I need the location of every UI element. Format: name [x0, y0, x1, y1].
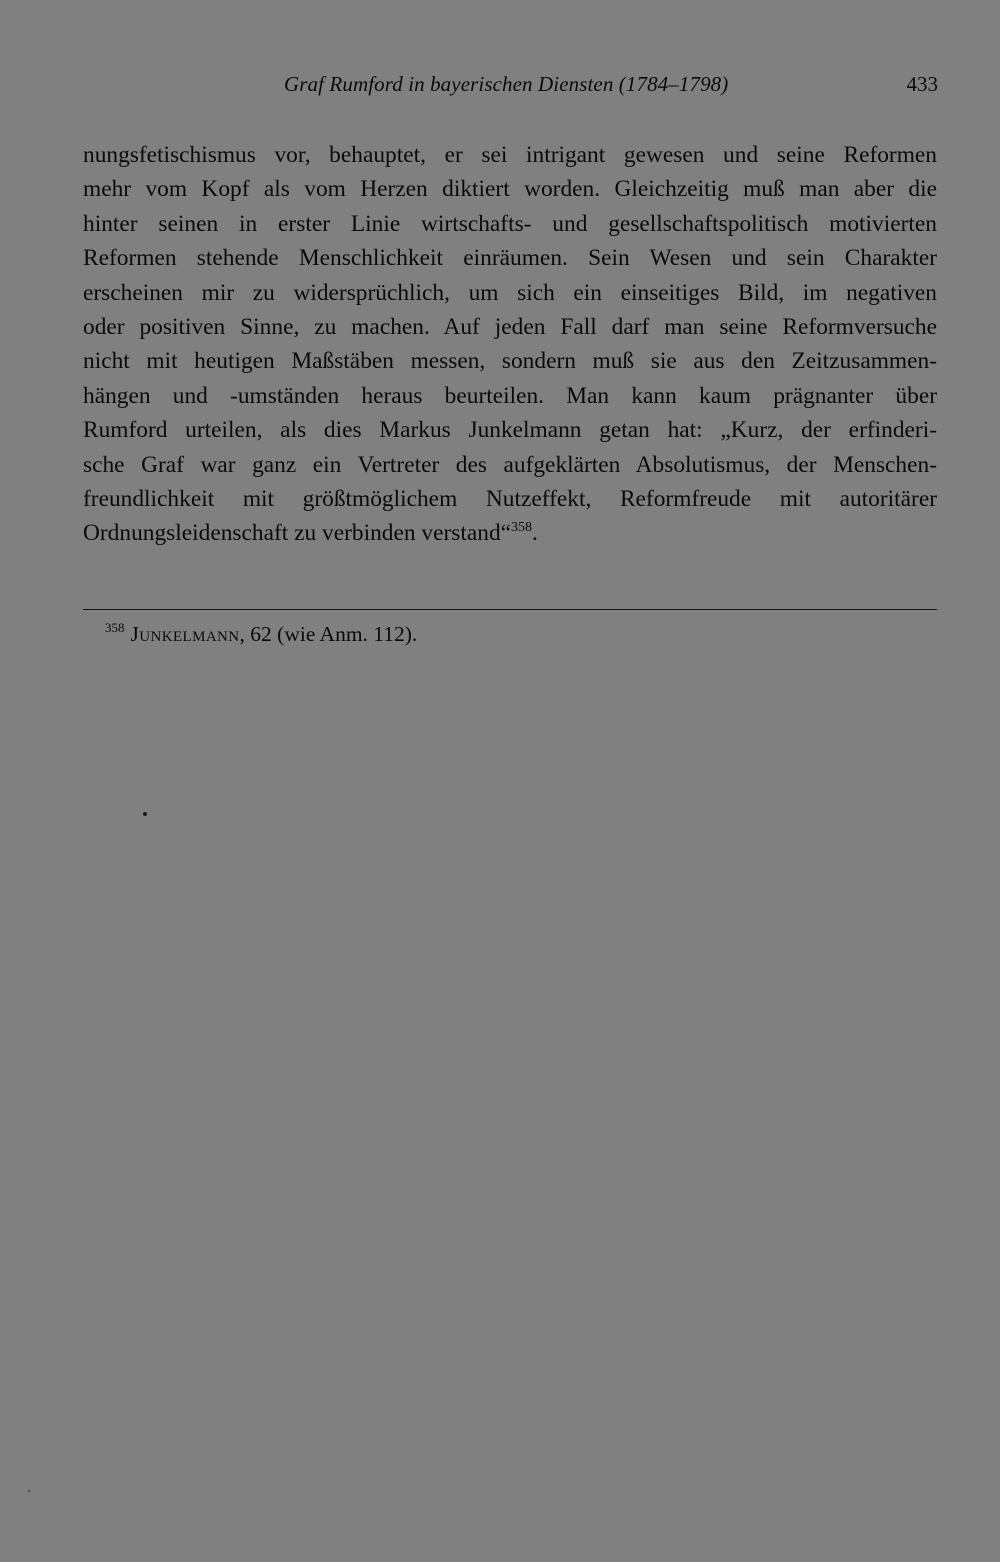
text-line: erscheinen mir zu widersprüchlich, um sich ein einseitiges Bild, im negativen	[83, 279, 937, 306]
footnote-author: Junkelmann	[130, 622, 240, 646]
footnote	[105, 622, 417, 647]
text-line: hängen und -umständen heraus beurteilen. Man kann kaum prägnanter über	[83, 382, 937, 409]
scan-speck	[143, 812, 147, 816]
text-line: hinter seinen in erster Linie wirtschafts- und gesellschaftspolitisch motivierten	[83, 210, 937, 237]
scan-speck	[28, 1490, 30, 1492]
text-line: Rumford urteilen, als dies Markus Junkelmann getan hat: „Kurz, der erfinderi-	[83, 417, 937, 444]
text-line: sche Graf war ganz ein Vertreter des aufgeklärten Absolutismus, der Menschen-	[83, 451, 937, 478]
text-line: nicht mit heutigen Maßstäben messen, sondern muß sie aus den Zeitzusammen-	[83, 348, 937, 375]
body-paragraph	[83, 138, 937, 551]
text-line: oder positiven Sinne, zu machen. Auf jeden Fall darf man seine Reformversuche	[83, 313, 937, 340]
footnote-text: , 62 (wie Anm. 112).	[239, 622, 418, 646]
last-line-end: .	[532, 520, 538, 547]
text-line-last	[83, 516, 937, 550]
last-line-text: Ordnungsleidenschaft zu verbinden verstand“	[83, 520, 512, 547]
footnote-marker: 358	[105, 620, 125, 635]
text-line: mehr vom Kopf als vom Herzen diktiert worden. Gleichzeitig muß man aber die	[83, 176, 937, 203]
running-header	[0, 72, 1000, 104]
text-line: freundlichkeit mit größtmöglichem Nutzeffekt, Reformfreude mit autoritärer	[83, 485, 937, 512]
text-line: Reformen stehende Menschlichkeit einräumen. Sein Wesen und sein Charakter	[83, 245, 937, 272]
page-number: 433	[906, 72, 938, 96]
footnote-reference: 358	[511, 520, 533, 536]
footnote-divider	[83, 609, 937, 610]
running-title: Graf Rumford in bayerischen Diensten (1784–1798)	[284, 72, 729, 96]
text-line: nungsfetischismus vor, behauptet, er sei intrigant gewesen und seine Reformen	[83, 142, 937, 168]
